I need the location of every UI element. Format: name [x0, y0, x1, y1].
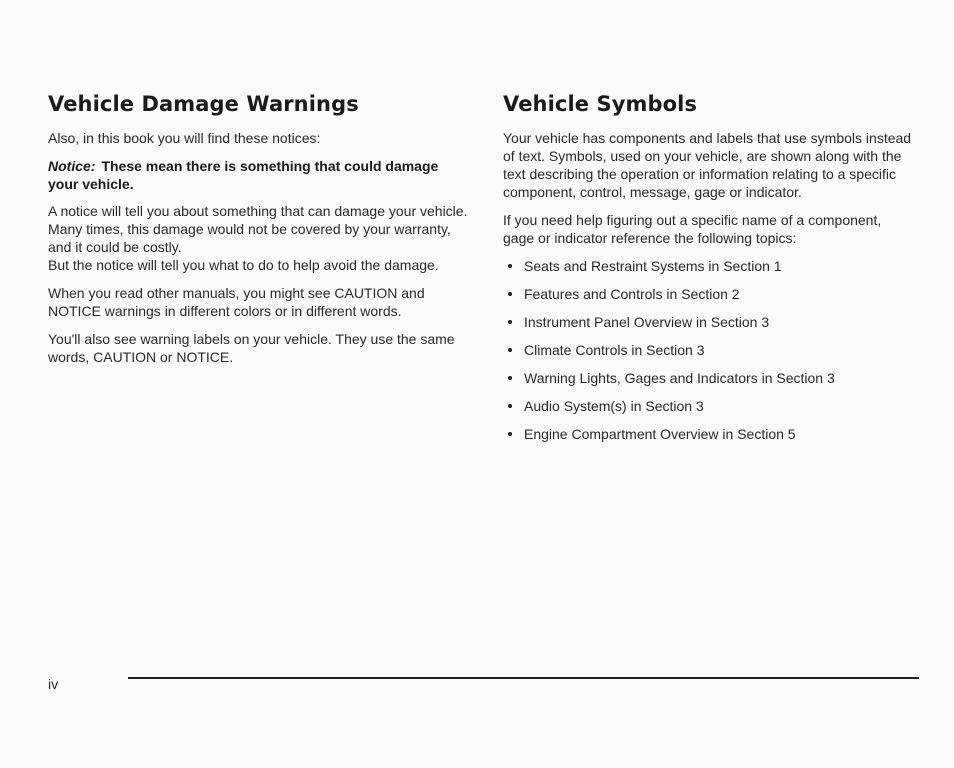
list-item: Audio System(s) in Section 3 — [503, 397, 913, 415]
topics-list — [503, 257, 913, 443]
list-item: Seats and Restraint Systems in Section 1 — [503, 257, 913, 275]
bullet-icon — [508, 264, 512, 268]
notice-explanation-line-1: A notice will tell you about something that can damage your vehicle. Many times, this damage would not be covered by your warranty, and it could be costly. — [48, 203, 468, 255]
warning-labels-text: You'll also see warning labels on your vehicle. They use the same words, CAUTION or NOTICE. — [48, 331, 455, 365]
list-item: Warning Lights, Gages and Indicators in Section 3 — [503, 369, 913, 387]
bullet-icon — [508, 348, 512, 352]
section-title: Vehicle Symbols — [503, 92, 698, 116]
list-item: Climate Controls in Section 3 — [503, 341, 913, 359]
notice-explanation-line-2: But the notice will tell you what to do to help avoid the damage. — [48, 257, 439, 273]
notice-label: Notice: — [48, 158, 96, 174]
bullet-icon — [508, 432, 512, 436]
bullet-icon — [508, 376, 512, 380]
bullet-icon — [508, 320, 512, 324]
symbols-description: Your vehicle has components and labels that use symbols instead of text. Symbols, used on your vehicle, are shown along with the text describing the operation or information relating to a specific component, control, message, gage or indicator. — [503, 130, 912, 200]
vehicle-damage-warnings-section — [48, 92, 468, 376]
help-text: If you need help figuring out a specific name of a component, gage or indicator reference the following topics: — [503, 212, 882, 246]
intro-text: Also, in this book you will find these notices: — [48, 130, 321, 146]
list-item: Engine Compartment Overview in Section 5 — [503, 425, 913, 443]
bullet-icon — [508, 404, 512, 408]
notice-text: These mean there is something that could damage your vehicle. — [48, 158, 439, 192]
vehicle-symbols-section — [503, 92, 913, 453]
bullet-icon — [508, 292, 512, 296]
section-title: Vehicle Damage Warnings — [48, 92, 359, 116]
other-manuals-text: When you read other manuals, you might see CAUTION and NOTICE warnings in different colors or in different words. — [48, 285, 425, 319]
list-item: Features and Controls in Section 2 — [503, 285, 913, 303]
notice-explanation — [48, 202, 468, 274]
footer-divider — [128, 677, 919, 679]
notice-block — [48, 157, 468, 193]
page-number: iv — [48, 676, 59, 692]
list-item: Instrument Panel Overview in Section 3 — [503, 313, 913, 331]
